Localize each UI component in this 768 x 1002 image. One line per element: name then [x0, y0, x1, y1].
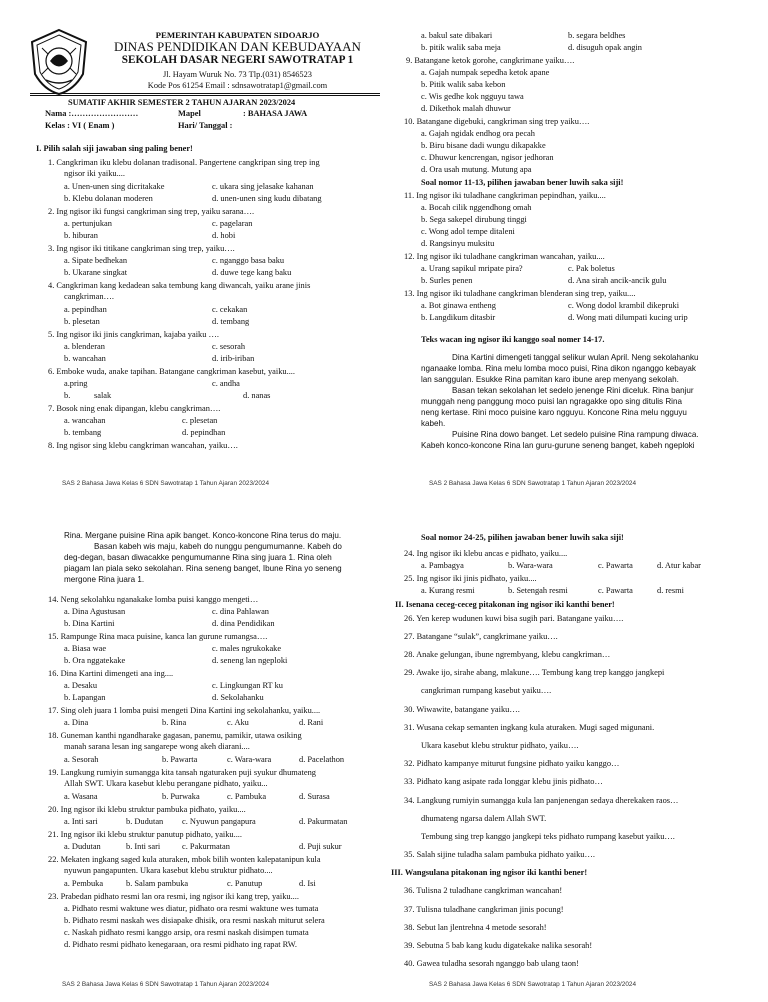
kelas-label: Kelas : VI ( Enam )	[45, 121, 115, 130]
q13-option-d: d. Wong mati dilumpati kucing urip	[568, 313, 688, 322]
q4-option-d: d. tembang	[212, 317, 250, 326]
q12-option-b: b. Surles penen	[421, 276, 473, 285]
q4-option-b: b. plesetan	[64, 317, 100, 326]
section-1-title: I. Pilih salah siji jawaban sing paling bener!	[36, 144, 193, 153]
q6-option-d: d. nanas	[243, 391, 271, 400]
question-9: 9. Batangane ketok gorohe, cangkrimane yaiku….	[406, 56, 575, 65]
q3-option-c: c. nganggo basa baku	[212, 256, 285, 265]
question-19-cont: Allah SWT. Ukara kasebut klebu perangane pidhato, yaiku...	[64, 779, 268, 788]
school-postal-email: Kode Pos 61254 Email : sdnsawotratap1@gmail.com	[147, 81, 328, 90]
q1-option-a: a. Unen-unen sing dicritakake	[64, 182, 165, 191]
q20-option-a: a. Inti sari	[64, 817, 98, 826]
q10-option-c: c. Dhuwur kencrengan, ngisor jedhoran	[421, 153, 554, 162]
q5-option-d: d. irib-iriban	[212, 354, 255, 363]
reading-line-12: deg-degan, basan diwacakke pengumumanne Rina sing juara 1. Rina oleh	[64, 553, 332, 562]
q4-option-a: a. pepindhan	[64, 305, 107, 314]
q7-option-d: d. pepindhan	[182, 428, 226, 437]
question-5: 5. Ing ngisor iki jinis cangkriman, kajaba yaiku ….	[48, 330, 219, 339]
reading-line-7: kabeh.	[421, 419, 446, 428]
q23-option-d: d. Pidhato resmi pidhato kenegaraan, ora resmi pidhato ing rapat RW.	[64, 940, 297, 949]
instruction-11-13: Soal nomor 11-13, pilihen jawaban bener luwih saka siji!	[421, 178, 624, 187]
exam-title: SUMATIF AKHIR SEMESTER 2 TAHUN AJARAN 2023/2024	[68, 98, 296, 107]
q4-option-c: c. cekakan	[212, 305, 248, 314]
question-31: 31. Wusana cekap semanten ingkang kula aturaken. Mugi saged migunani.	[404, 723, 655, 732]
q16-option-b: b. Lapangan	[64, 693, 106, 702]
q20-option-c: c. Nyuwun pangapura	[182, 817, 256, 826]
q16-option-d: d. Sekolahanku	[212, 693, 264, 702]
question-3: 3. Ing ngisor iki titikane cangkriman sing trep, yaiku….	[48, 244, 235, 253]
question-20: 20. Ing ngisor iki klebu struktur pambuka pidhato, yaiku....	[48, 805, 246, 814]
q6-option-c: c. andha	[212, 379, 240, 388]
reading-line-5: munggah neng panggung moco puisi lan ngragakke opo sing ditulis Rina	[421, 397, 682, 406]
page-footer: SAS 2 Bahasa Jawa Kelas 6 SDN Sawotratap 1 Tahun Ajaran 2023/2024	[62, 981, 270, 988]
q21-option-b: b. Inti sari	[126, 842, 161, 851]
q21-option-c: c. Pakurmatan	[182, 842, 230, 851]
question-16: 16. Dina Kartini dimengeti ana ing....	[48, 669, 174, 678]
q17-option-b: b. Rina	[162, 718, 187, 727]
q25-option-c: c. Pawarta	[598, 586, 633, 595]
q24-option-a: a. Pambagya	[421, 561, 464, 570]
q15-option-d: d. seneng lan ngeploki	[212, 656, 288, 665]
q19-option-b: b. Purwaka	[162, 792, 200, 801]
question-28: 28. Anake gelungan, ibune ngrembyang, klebu cangkriman…	[404, 650, 611, 659]
q14-option-c: c. dina Pahlawan	[212, 607, 269, 616]
q22-option-d: d. Isi	[299, 879, 316, 888]
question-36: 36. Tulisna 2 tuladhane cangkriman wancahan!	[404, 886, 563, 895]
question-17: 17. Sing oleh juara 1 lomba puisi mengeti Dina Kartini ing sekolahanku, yaiku....	[48, 706, 321, 715]
question-34-cont: dhumateng ngarsa dalem Allah SWT.	[421, 814, 547, 823]
q13-option-a: a. Bot ginawa entheng	[421, 301, 496, 310]
q21-option-d: d. Puji sukur	[299, 842, 342, 851]
question-31-cont: Ukara kasebut klebu struktur pidhato, yaiku….	[421, 741, 579, 750]
page-1	[0, 0, 384, 501]
question-30: 30. Wiwawite, batangane yaiku….	[404, 705, 520, 714]
q10-option-b: b. Biru bisane dadi wungu dikapakke	[421, 141, 546, 150]
question-14: 14. Neng sekolahku nganakake lomba puisi kanggo mengeti…	[48, 595, 259, 604]
q20-option-b: b. Dudutan	[126, 817, 164, 826]
q3-option-d: d. duwe tege kang baku	[212, 268, 292, 277]
q21-option-a: a. Dudutan	[64, 842, 101, 851]
page-2	[384, 0, 768, 501]
question-2: 2. Ing ngisor iki fungsi cangkriman sing trep, yaiku sarana….	[48, 207, 255, 216]
q9-option-d: d. Dikethok malah dhuwur	[421, 104, 511, 113]
q7-option-a: a. wancahan	[64, 416, 106, 425]
q3-option-b: b. Ukarane singkat	[64, 268, 128, 277]
q24-option-d: d. Atur kabar	[657, 561, 701, 570]
section-3-title: III. Wangsulana pitakonan ing ngisor iki kanthi bener!	[391, 868, 588, 877]
school-address: Jl. Hayam Wuruk No. 73 Tlp.(031) 8546523	[163, 70, 312, 79]
q22-option-a: a. Pembuka	[64, 879, 104, 888]
q24-option-b: b. Wara-wara	[508, 561, 553, 570]
question-1: 1. Cangkriman iku klebu dolanan tradisonal. Pangertene cangkripan sing trep ing	[48, 158, 320, 167]
section-2-title: II. Isenana ceceg-ceceg pitakonan ing ngisor iki kanthi bener!	[395, 600, 615, 609]
q17-option-d: d. Rani	[299, 718, 324, 727]
q15-option-a: a. Biasa wae	[64, 644, 107, 653]
reading-line-10: Rina. Mergane puisine Rina apik banget. Konco-koncone Rina terus do maju.	[64, 531, 342, 540]
q22-option-b: b. Salam pambuka	[126, 879, 189, 888]
mapel-value: : BAHASA JAWA	[243, 109, 308, 118]
question-34-cont-2: Tembung sing trep kanggo jangkepi teks pidhato rumpang kasebut yaiku….	[421, 832, 675, 841]
question-29-cont: cangkriman rumpang kasebut yaiku….	[421, 686, 552, 695]
q2-option-d: d. hobi	[212, 231, 236, 240]
sidoarjo-emblem-icon	[28, 28, 90, 96]
q9-option-c: c. Wis gedhe kok ngguyu tawa	[421, 92, 524, 101]
question-38: 38. Sebut lan jlentrehna 4 metode sesorah!	[404, 923, 547, 932]
q10-option-d: d. Ora usah mutung. Mutung apa	[421, 165, 532, 174]
question-15: 15. Rampunge Rina maca puisine, kanca lan gurune rumangsa….	[48, 632, 268, 641]
q25-option-a: a. Kurang resmi	[421, 586, 475, 595]
reading-line-4: Basan tekan sekolahan let sedelo jenenge Rini diceluk. Rina banjur	[452, 386, 694, 395]
q16-option-a: a. Desaku	[64, 681, 98, 690]
q2-option-c: c. pagelaran	[212, 219, 253, 228]
dept-name: DINAS PENDIDIKAN DAN KEBUDAYAAN	[114, 39, 361, 54]
header-rule-thin	[30, 95, 380, 96]
q23-option-c: c. Naskah pidhato resmi kanggo arsip, ora resmi naskah disimpen tumata	[64, 928, 309, 937]
q2-option-b: b. hiburan	[64, 231, 98, 240]
q1-option-c: c. ukara sing jelasake kahanan	[212, 182, 314, 191]
question-40: 40. Gawea tuladha sesorah nganggo bab ulang taon!	[404, 959, 579, 968]
gov-name: PEMERINTAH KABUPATEN SIDOARJO	[155, 30, 320, 40]
q15-option-c: c. males ngrukokake	[212, 644, 282, 653]
q23-option-a: a. Pidhato resmi waktune wes diatur, pidhato ora resmi waktune wes tumata	[64, 904, 319, 913]
q18-option-c: c. Wara-wara	[227, 755, 272, 764]
question-10: 10. Batangane digebuki, cangkriman sing trep yaiku….	[404, 117, 590, 126]
q5-option-b: b. wancahan	[64, 354, 106, 363]
page-footer: SAS 2 Bahasa Jawa Kelas 6 SDN Sawotratap 1 Tahun Ajaran 2023/2024	[62, 480, 270, 487]
q18-option-d: d. Pacelathon	[299, 755, 345, 764]
question-26: 26. Yen kerep wudunen kuwi bisa sugih pari. Batangane yaiku….	[404, 614, 624, 623]
question-29: 29. Awake ijo, sirahe abang, mlakune…. Tembung kang trep kanggo jangkepi	[404, 668, 665, 677]
question-6: 6. Emboke wuda, anake tapihan. Batangane cangkriman kasebut, yaiku....	[48, 367, 295, 376]
q25-option-d: d. resmi	[657, 586, 684, 595]
q13-option-b: b. Langdikum ditasbir	[421, 313, 496, 322]
question-21: 21. Ing ngisor iki klebu struktur panutup pidhato, yaiku....	[48, 830, 242, 839]
question-18-cont: manah sarana lesan ing sangarepe wong akeh diarani....	[64, 742, 250, 751]
school-name: SEKOLAH DASAR NEGERI SAWOTRATAP 1	[121, 54, 354, 66]
q22-option-c: c. Panutup	[227, 879, 263, 888]
question-35: 35. Salah sijine tuladha salam pambuka pidhato yaiku….	[404, 850, 595, 859]
question-12: 12. Ing ngisor iki tuladhane cangkriman wancahan, yaiku....	[404, 252, 605, 261]
q8-option-b: b. segara beldhes	[568, 31, 626, 40]
reading-line-6: neng kertase. Rini moco puisine karo ngguyu. Koncone Rina melu ngguyu	[421, 408, 687, 417]
reading-line-13: piagam lan piala seko sekolahan. Rina seneng banget, Ibune Rina yo seneng	[64, 564, 342, 573]
reading-text-title: Teks wacan ing ngisor iki kanggo soal nomer 14-17.	[421, 335, 605, 344]
q11-option-a: a. Bocah cilik nggendhong omah	[421, 203, 532, 212]
q6-option-a: a.pring	[64, 379, 88, 388]
q15-option-b: b. Ora nggatekake	[64, 656, 126, 665]
q2-option-a: a. pertunjukan	[64, 219, 112, 228]
q9-option-a: a. Gajah numpak sepedha ketok apane	[421, 68, 550, 77]
question-24: 24. Ing ngisor iki klebu ancas e pidhato, yaiku....	[404, 549, 568, 558]
header-rule	[30, 93, 380, 94]
question-22-cont: nyuwun pangapunten. Ukara kasebut klebu struktur pidhato....	[64, 866, 273, 875]
q6-option-b-letter: b.	[64, 391, 71, 400]
question-18: 18. Guneman kanthi ngandharake gagasan, panemu, pamikir, utawa osiking	[48, 731, 302, 740]
q18-option-a: a. Sesorah	[64, 755, 99, 764]
q11-option-b: b. Sega sakepel dirubung tinggi	[421, 215, 527, 224]
question-33: 33. Pidhato kang asipate rada longgar klebu jinis pidhato…	[404, 777, 603, 786]
q18-option-b: b. Pawarta	[162, 755, 198, 764]
mapel-label: Mapel	[178, 109, 201, 118]
q12-option-d: d. Ana sirah ancik-ancik gulu	[568, 276, 667, 285]
q14-option-b: b. Dina Kartini	[64, 619, 115, 628]
q14-option-a: a. Dina Agustusan	[64, 607, 126, 616]
question-37: 37. Tulisna tuladhane cangkriman jinis pocung!	[404, 905, 564, 914]
reading-line-1: Dina Kartini dimengeti tanggal selikur wulan April. Neng sekolahanku	[452, 353, 699, 362]
q9-option-b: b. Pitik walik saba kebon	[421, 80, 506, 89]
question-13: 13. Ing ngisor iki tuladhane cangkriman blenderan sing trep, yaiku....	[404, 289, 636, 298]
q17-option-c: c. Aku	[227, 718, 249, 727]
q12-option-a: a. Urang sapikul mripate pira?	[421, 264, 523, 273]
question-7: 7. Bosok ning enak dipangan, klebu cangkriman….	[48, 404, 221, 413]
q7-option-c: c. plesetan	[182, 416, 218, 425]
question-4: 4. Cangkriman kang kedadean saka tembung kang diwancah, yaiku arane jinis	[48, 281, 311, 290]
page-3	[0, 501, 384, 1002]
q20-option-d: d. Pakurmatan	[299, 817, 348, 826]
question-11: 11. Ing ngisor iki tuladhane cangkriman pepindhan, yaiku....	[404, 191, 606, 200]
q10-option-a: a. Gajah ngidak endhog ora pecah	[421, 129, 535, 138]
q23-option-b: b. Pidhato resmi naskah wes disiapake dhisik, ora resmi naskah miturut selera	[64, 916, 325, 925]
question-23: 23. Prabedan pidhato resmi lan ora resmi, ing ngisor iki kang trep, yaiku....	[48, 892, 299, 901]
question-39: 39. Sebutna 5 bab kang kudu digatekake nalika sesorah!	[404, 941, 593, 950]
q12-option-c: c. Pak boletus	[568, 264, 615, 273]
question-27: 27. Batangane “sulak”, cangkrimane yaiku….	[404, 632, 558, 641]
question-34: 34. Langkung rumiyin sumangga kula lan panjenengan sedaya dherekaken raos…	[404, 796, 679, 805]
reading-line-2: nganaake lomba. Rina melu lomba moco puisi, Rina dikon nganggo kebayak	[421, 364, 696, 373]
reading-line-11: Basan kabeh wis maju, kabeh do nunggu pengumumanne. Kabeh do	[94, 542, 342, 551]
reading-line-14: mergone Rina juara 1.	[64, 575, 145, 584]
page-footer: SAS 2 Bahasa Jawa Kelas 6 SDN Sawotratap 1 Tahun Ajaran 2023/2024	[429, 981, 637, 988]
reading-line-9: Kabeh konco-koncone Rina lan guru-gurune seneng banget, kabeh ngeploki	[421, 441, 695, 450]
reading-line-3: lan sanggulan. Esukke Rina pamitan karo ibune arep menyang sekolah.	[421, 375, 679, 384]
q13-option-c: c. Wong dodol krambil dikepruki	[568, 301, 680, 310]
q1-option-d: d. unen-unen sing kudu dibatang	[212, 194, 322, 203]
question-19: 19. Langkung rumiyin sumangga kita tansah ngaturaken puji syukur dhumateng	[48, 768, 316, 777]
q8-option-d: d. disuguh opak angin	[568, 43, 642, 52]
page-footer: SAS 2 Bahasa Jawa Kelas 6 SDN Sawotratap 1 Tahun Ajaran 2023/2024	[429, 480, 637, 487]
q24-option-c: c. Pawarta	[598, 561, 633, 570]
reading-line-8: Puisine Rina dowo banget. Let sedelo puisine Rina rampung diwaca.	[452, 430, 699, 439]
q25-option-b: b. Setengah resmi	[508, 586, 568, 595]
hari-tanggal-label: Hari/ Tanggal :	[178, 121, 233, 130]
q14-option-d: d. dina Pendidikan	[212, 619, 275, 628]
q19-option-a: a. Wasana	[64, 792, 98, 801]
q19-option-c: c. Pambuka	[227, 792, 267, 801]
q5-option-c: c. sesorah	[212, 342, 246, 351]
q17-option-a: a. Dina	[64, 718, 89, 727]
q7-option-b: b. tembang	[64, 428, 102, 437]
question-32: 32. Pidhato kampanye miturut fungsine pidhato yaiku kanggo…	[404, 759, 620, 768]
q1-option-b: b. Klebu dolanan moderen	[64, 194, 153, 203]
name-field-label: Nama :……………………	[45, 109, 139, 118]
q3-option-a: a. Sipate bedhekan	[64, 256, 128, 265]
q11-option-d: d. Rangsinyu muksitu	[421, 239, 495, 248]
instruction-24-25: Soal nomor 24-25, pilihen jawaban bener luwih saka siji!	[421, 533, 624, 542]
q16-option-c: c. Lingkungan RT ku	[212, 681, 283, 690]
question-4-cont: cangkriman….	[64, 292, 115, 301]
q8-option-a: a. bakul sate dibakari	[421, 31, 493, 40]
q6-option-b: salak	[94, 391, 112, 400]
q8-option-b2: b. pitik walik saba meja	[421, 43, 501, 52]
question-8: 8. Ing ngisor sing klebu cangkriman wancahan, yaiku….	[48, 441, 238, 450]
question-1-cont: ngisor iki yaiku....	[64, 169, 125, 178]
page-4	[384, 501, 768, 1002]
question-25: 25. Ing ngisor iki jinis pidhato, yaiku....	[404, 574, 537, 583]
q11-option-c: c. Wong adol tempe ditaleni	[421, 227, 515, 236]
question-22: 22. Mekaten ingkang saged kula aturaken, mbok bilih wonten kalepatanipun kula	[48, 855, 321, 864]
q19-option-d: d. Surasa	[299, 792, 330, 801]
q5-option-a: a. blenderan	[64, 342, 105, 351]
